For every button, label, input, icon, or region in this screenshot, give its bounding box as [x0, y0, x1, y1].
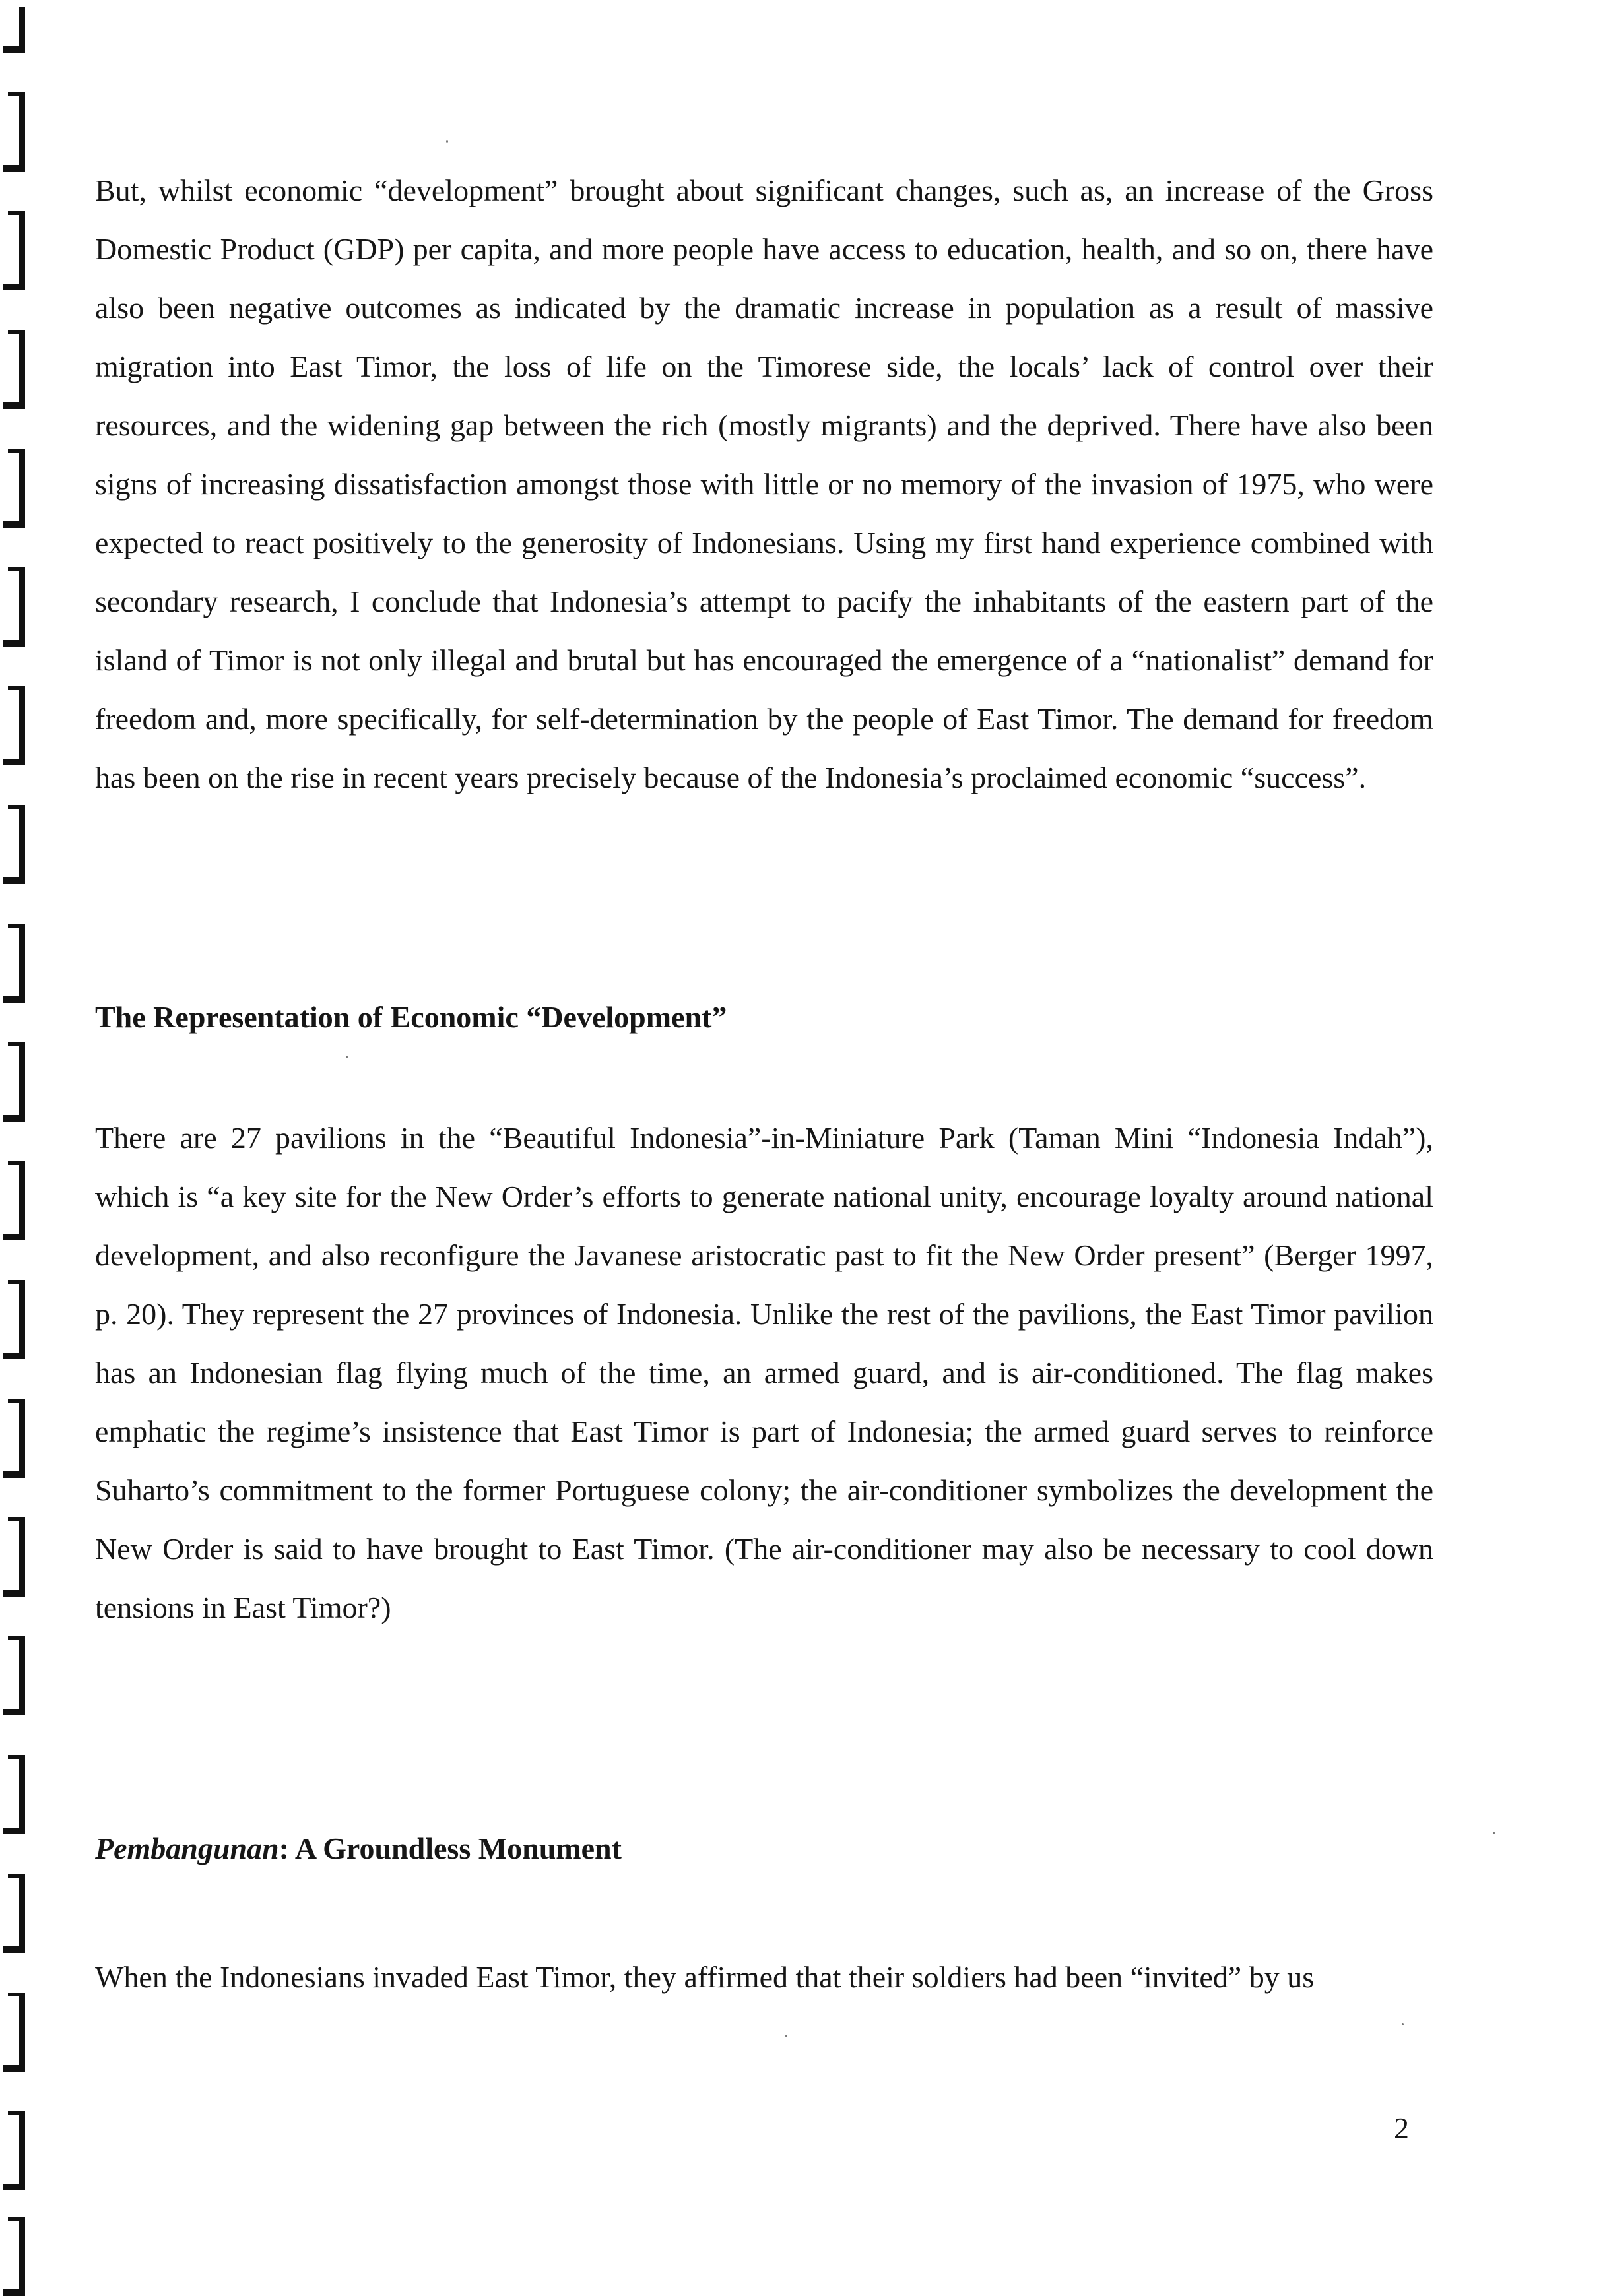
- binding-bracket-mark: [3, 449, 32, 528]
- scan-speck: [446, 140, 448, 143]
- binding-bracket-mark: [3, 1280, 32, 1359]
- binding-bracket-mark: [3, 1636, 32, 1715]
- binding-bracket-mark: [3, 924, 32, 1003]
- binding-bracket-mark: [3, 2217, 32, 2296]
- scan-speck: [1493, 1832, 1495, 1834]
- body-paragraph-1: But, whilst economic “development” brought about significant changes, such as, an increase of the Gross Domestic Product (GDP) per capita, and more people have access to education, health, and so on, there have also been negative outcomes as indicated by the dramatic increase in population as a result of massive migration into East Timor, the loss of life on the Timorese side, the locals’ lack of control over their resources, and the widening gap between the rich (mostly migrants) and the deprived. There have also been signs of increasing dissatisfaction amongst those with little or no memory of the invasion of 1975, who were expected to react positively to the generosity of Indonesians. Using my first hand experience combined with secondary research, I conclude that Indonesia’s attempt to pacify the inhabitants of the eastern part of the island of Timor is not only illegal and brutal but has encouraged the emergence of a “nationalist” demand for freedom and, more specifically, for self-determination by the people of East Timor. The demand for freedom has been on the rise in recent years precisely because of the Indonesia’s proclaimed economic “success”.: [95, 174, 1433, 794]
- section-heading-2-italic: Pembangunan: [95, 1832, 279, 1865]
- binding-bracket-mark: [3, 686, 32, 765]
- binding-bracket-mark: [3, 1042, 32, 1122]
- body-paragraph-2: There are 27 pavilions in the “Beautiful Indonesia”-in-Miniature Park (Taman Mini “Indonesia Indah”), which is “a key site for the New Order’s efforts to generate national unity, encourage loyalty around national development, and also reconfigure the Javanese aristocratic past to fit the New Order present” (Berger 1997, p. 20). They represent the 27 provinces of Indonesia. Unlike the rest of the pavilions, the East Timor pavilion has an Indonesian flag flying much of the time, an armed guard, and is air-conditioned. The flag makes emphatic the regime’s insistence that East Timor is part of Indonesia; the armed guard serves to reinforce Suharto’s commitment to the former Portuguese colony; the air-conditioner symbolizes the development the New Order is said to have brought to East Timor. (The air-conditioner may also be necessary to cool down tensions in East Timor?): [95, 1121, 1433, 1624]
- section-heading-1: The Representation of Economic “Development”: [95, 1000, 727, 1034]
- binding-bracket-mark: [3, 330, 32, 409]
- scan-speck: [785, 2035, 787, 2037]
- binding-bracket-mark: [3, 805, 32, 884]
- binding-bracket-mark: [3, 1517, 32, 1597]
- binding-bracket-mark: [3, 2111, 32, 2190]
- binding-bracket-mark: [3, 7, 32, 53]
- scan-speck: [346, 1056, 348, 1058]
- binding-bracket-mark: [3, 1161, 32, 1240]
- binding-bracket-mark: [3, 1993, 32, 2072]
- binding-bracket-mark: [3, 1755, 32, 1834]
- binding-bracket-mark: [3, 92, 32, 172]
- scan-speck: [1402, 2023, 1404, 2025]
- section-heading-2: [95, 1829, 622, 1868]
- binding-bracket-mark: [3, 211, 32, 290]
- body-paragraph-3: When the Indonesians invaded East Timor, they affirmed that their soldiers had been “invited” by us: [95, 1960, 1315, 1994]
- binding-bracket-mark: [3, 567, 32, 647]
- binding-bracket-mark: [3, 1874, 32, 1953]
- section-heading-2-rest: : A Groundless Monument: [278, 1832, 622, 1865]
- page-number: 2: [1394, 2111, 1409, 2145]
- binding-bracket-mark: [3, 1399, 32, 1478]
- binding-marks: [0, 0, 40, 2291]
